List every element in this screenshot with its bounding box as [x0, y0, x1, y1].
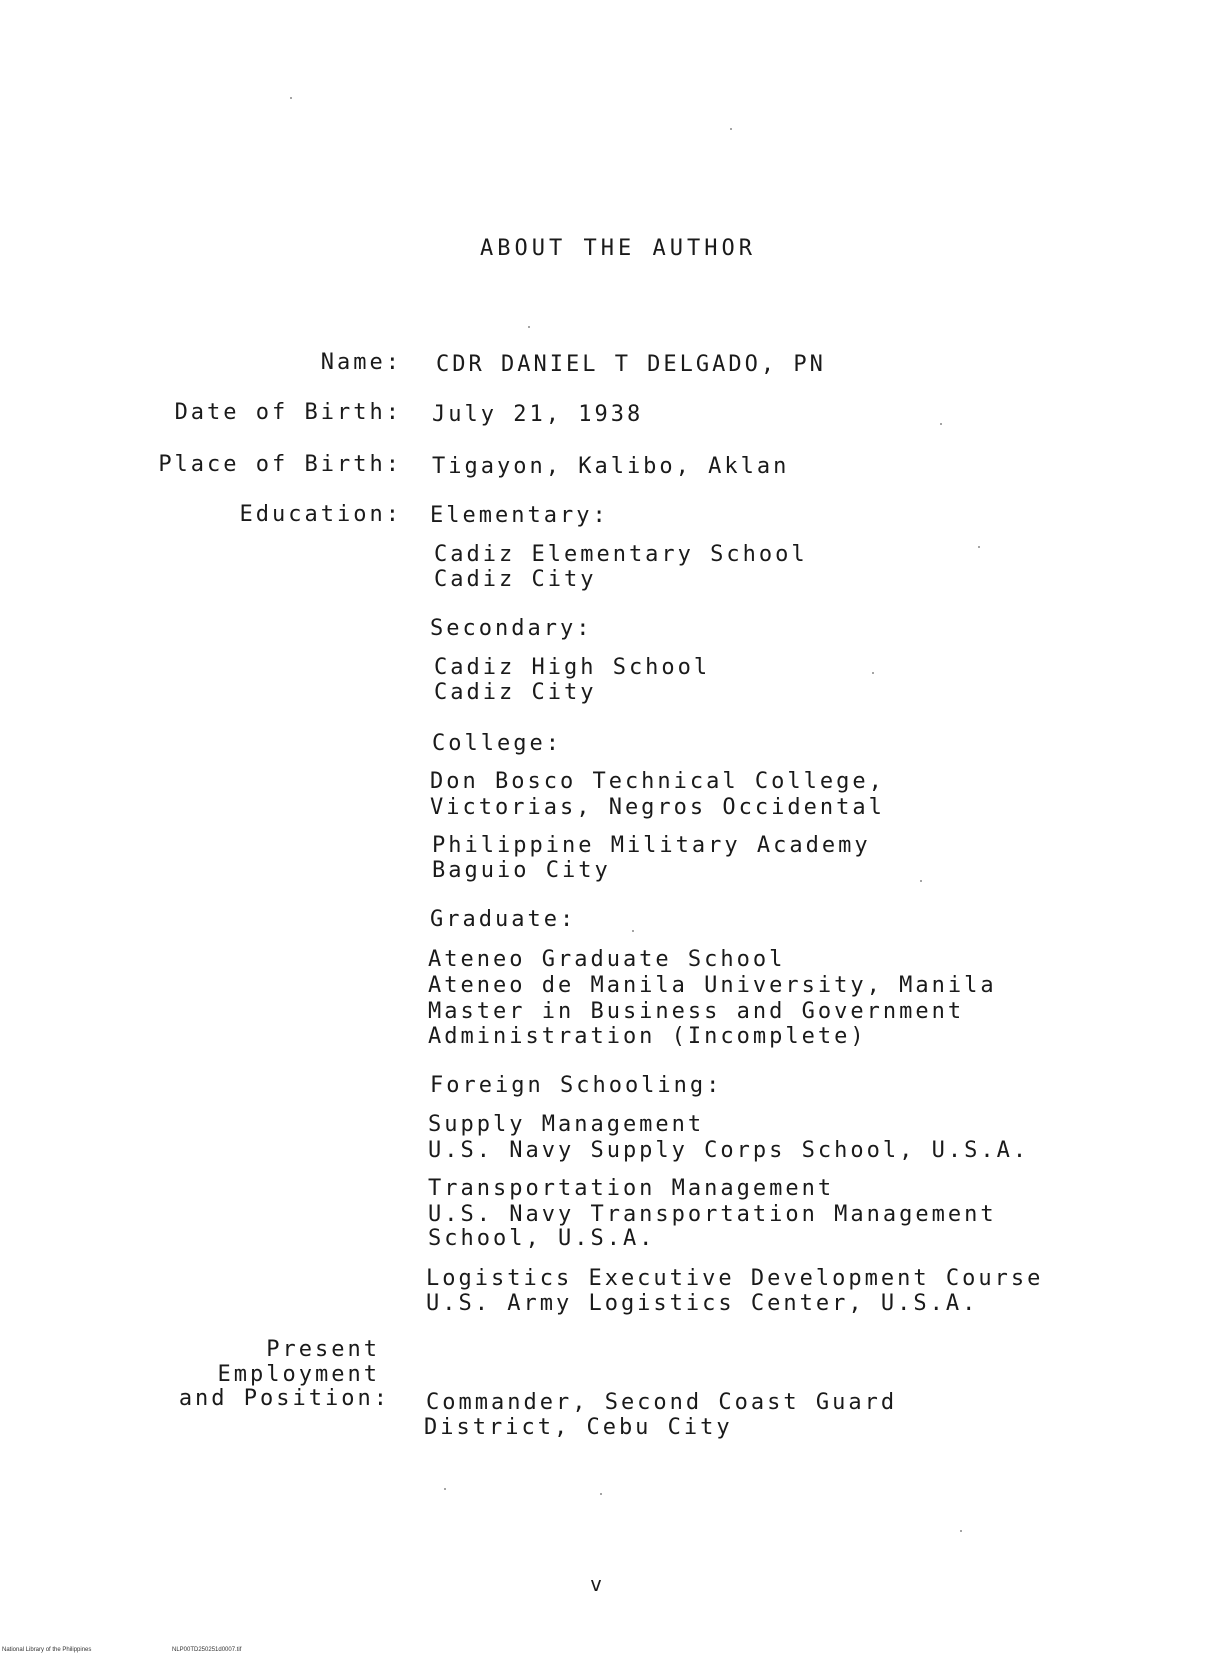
- page-title: ABOUT THE AUTHOR: [480, 236, 756, 261]
- scan-speck: [978, 546, 980, 548]
- page-number: v: [590, 1572, 603, 1596]
- employment-label-line: and Position:: [178, 1386, 390, 1411]
- college-entry-line: Philippine Military Academy: [432, 833, 871, 858]
- employment-label-line: Present: [266, 1337, 380, 1362]
- education-label: Education:: [239, 502, 402, 527]
- foreign-schooling-heading: Foreign Schooling:: [430, 1073, 723, 1098]
- employment-value-line: Commander, Second Coast Guard: [426, 1390, 898, 1415]
- scan-speck: [920, 880, 922, 882]
- secondary-line: Cadiz City: [434, 680, 597, 705]
- college-entry-line: Baguio City: [432, 858, 611, 883]
- college-heading: College:: [432, 731, 562, 756]
- secondary-heading: Secondary:: [430, 616, 593, 641]
- foreign-entry-line: School, U.S.A.: [428, 1226, 656, 1251]
- secondary-line: Cadiz High School: [434, 655, 711, 680]
- scan-speck: [444, 1488, 446, 1490]
- name-label: Name:: [320, 350, 402, 375]
- scan-speck: [290, 97, 292, 99]
- scan-speck: [730, 128, 732, 130]
- scan-speck: [940, 423, 942, 425]
- footer-library-name: National Library of the Philippines: [2, 1647, 92, 1653]
- scan-speck: [600, 1493, 602, 1495]
- scan-speck: [632, 930, 634, 932]
- place-of-birth-label: Place of Birth:: [158, 452, 402, 477]
- date-of-birth-value: July 21, 1938: [432, 402, 644, 427]
- graduate-line: Master in Business and Government: [428, 999, 965, 1024]
- foreign-entry-line: U.S. Army Logistics Center, U.S.A.: [426, 1291, 979, 1316]
- foreign-entry-line: U.S. Navy Supply Corps School, U.S.A.: [428, 1138, 1030, 1163]
- employment-value-line: District, Cebu City: [424, 1415, 733, 1440]
- graduate-heading: Graduate:: [430, 907, 577, 932]
- scan-speck: [872, 672, 874, 674]
- elementary-line: Cadiz Elementary School: [434, 542, 808, 567]
- elementary-line: Cadiz City: [434, 567, 597, 592]
- graduate-line: Administration (Incomplete): [428, 1024, 867, 1049]
- foreign-entry-line: Supply Management: [428, 1112, 705, 1137]
- college-entry-line: Don Bosco Technical College,: [430, 769, 885, 794]
- place-of-birth-value: Tigayon, Kalibo, Aklan: [432, 454, 790, 479]
- scan-speck: [528, 326, 530, 328]
- college-entry-line: Victorias, Negros Occidental: [430, 795, 885, 820]
- date-of-birth-label: Date of Birth:: [174, 400, 402, 425]
- name-value: CDR DANIEL T DELGADO, PN: [436, 352, 826, 377]
- graduate-line: Ateneo Graduate School: [428, 947, 786, 972]
- employment-label-line: Employment: [217, 1362, 380, 1387]
- foreign-entry-line: Transportation Management: [428, 1176, 835, 1201]
- foreign-entry-line: U.S. Navy Transportation Management: [428, 1202, 997, 1227]
- scan-speck: [960, 1530, 962, 1532]
- elementary-heading: Elementary:: [430, 503, 609, 528]
- foreign-entry-line: Logistics Executive Development Course: [426, 1266, 1044, 1291]
- graduate-line: Ateneo de Manila University, Manila: [428, 973, 997, 998]
- footer-file-name: NLP00TD250251d0007.tif: [172, 1647, 242, 1653]
